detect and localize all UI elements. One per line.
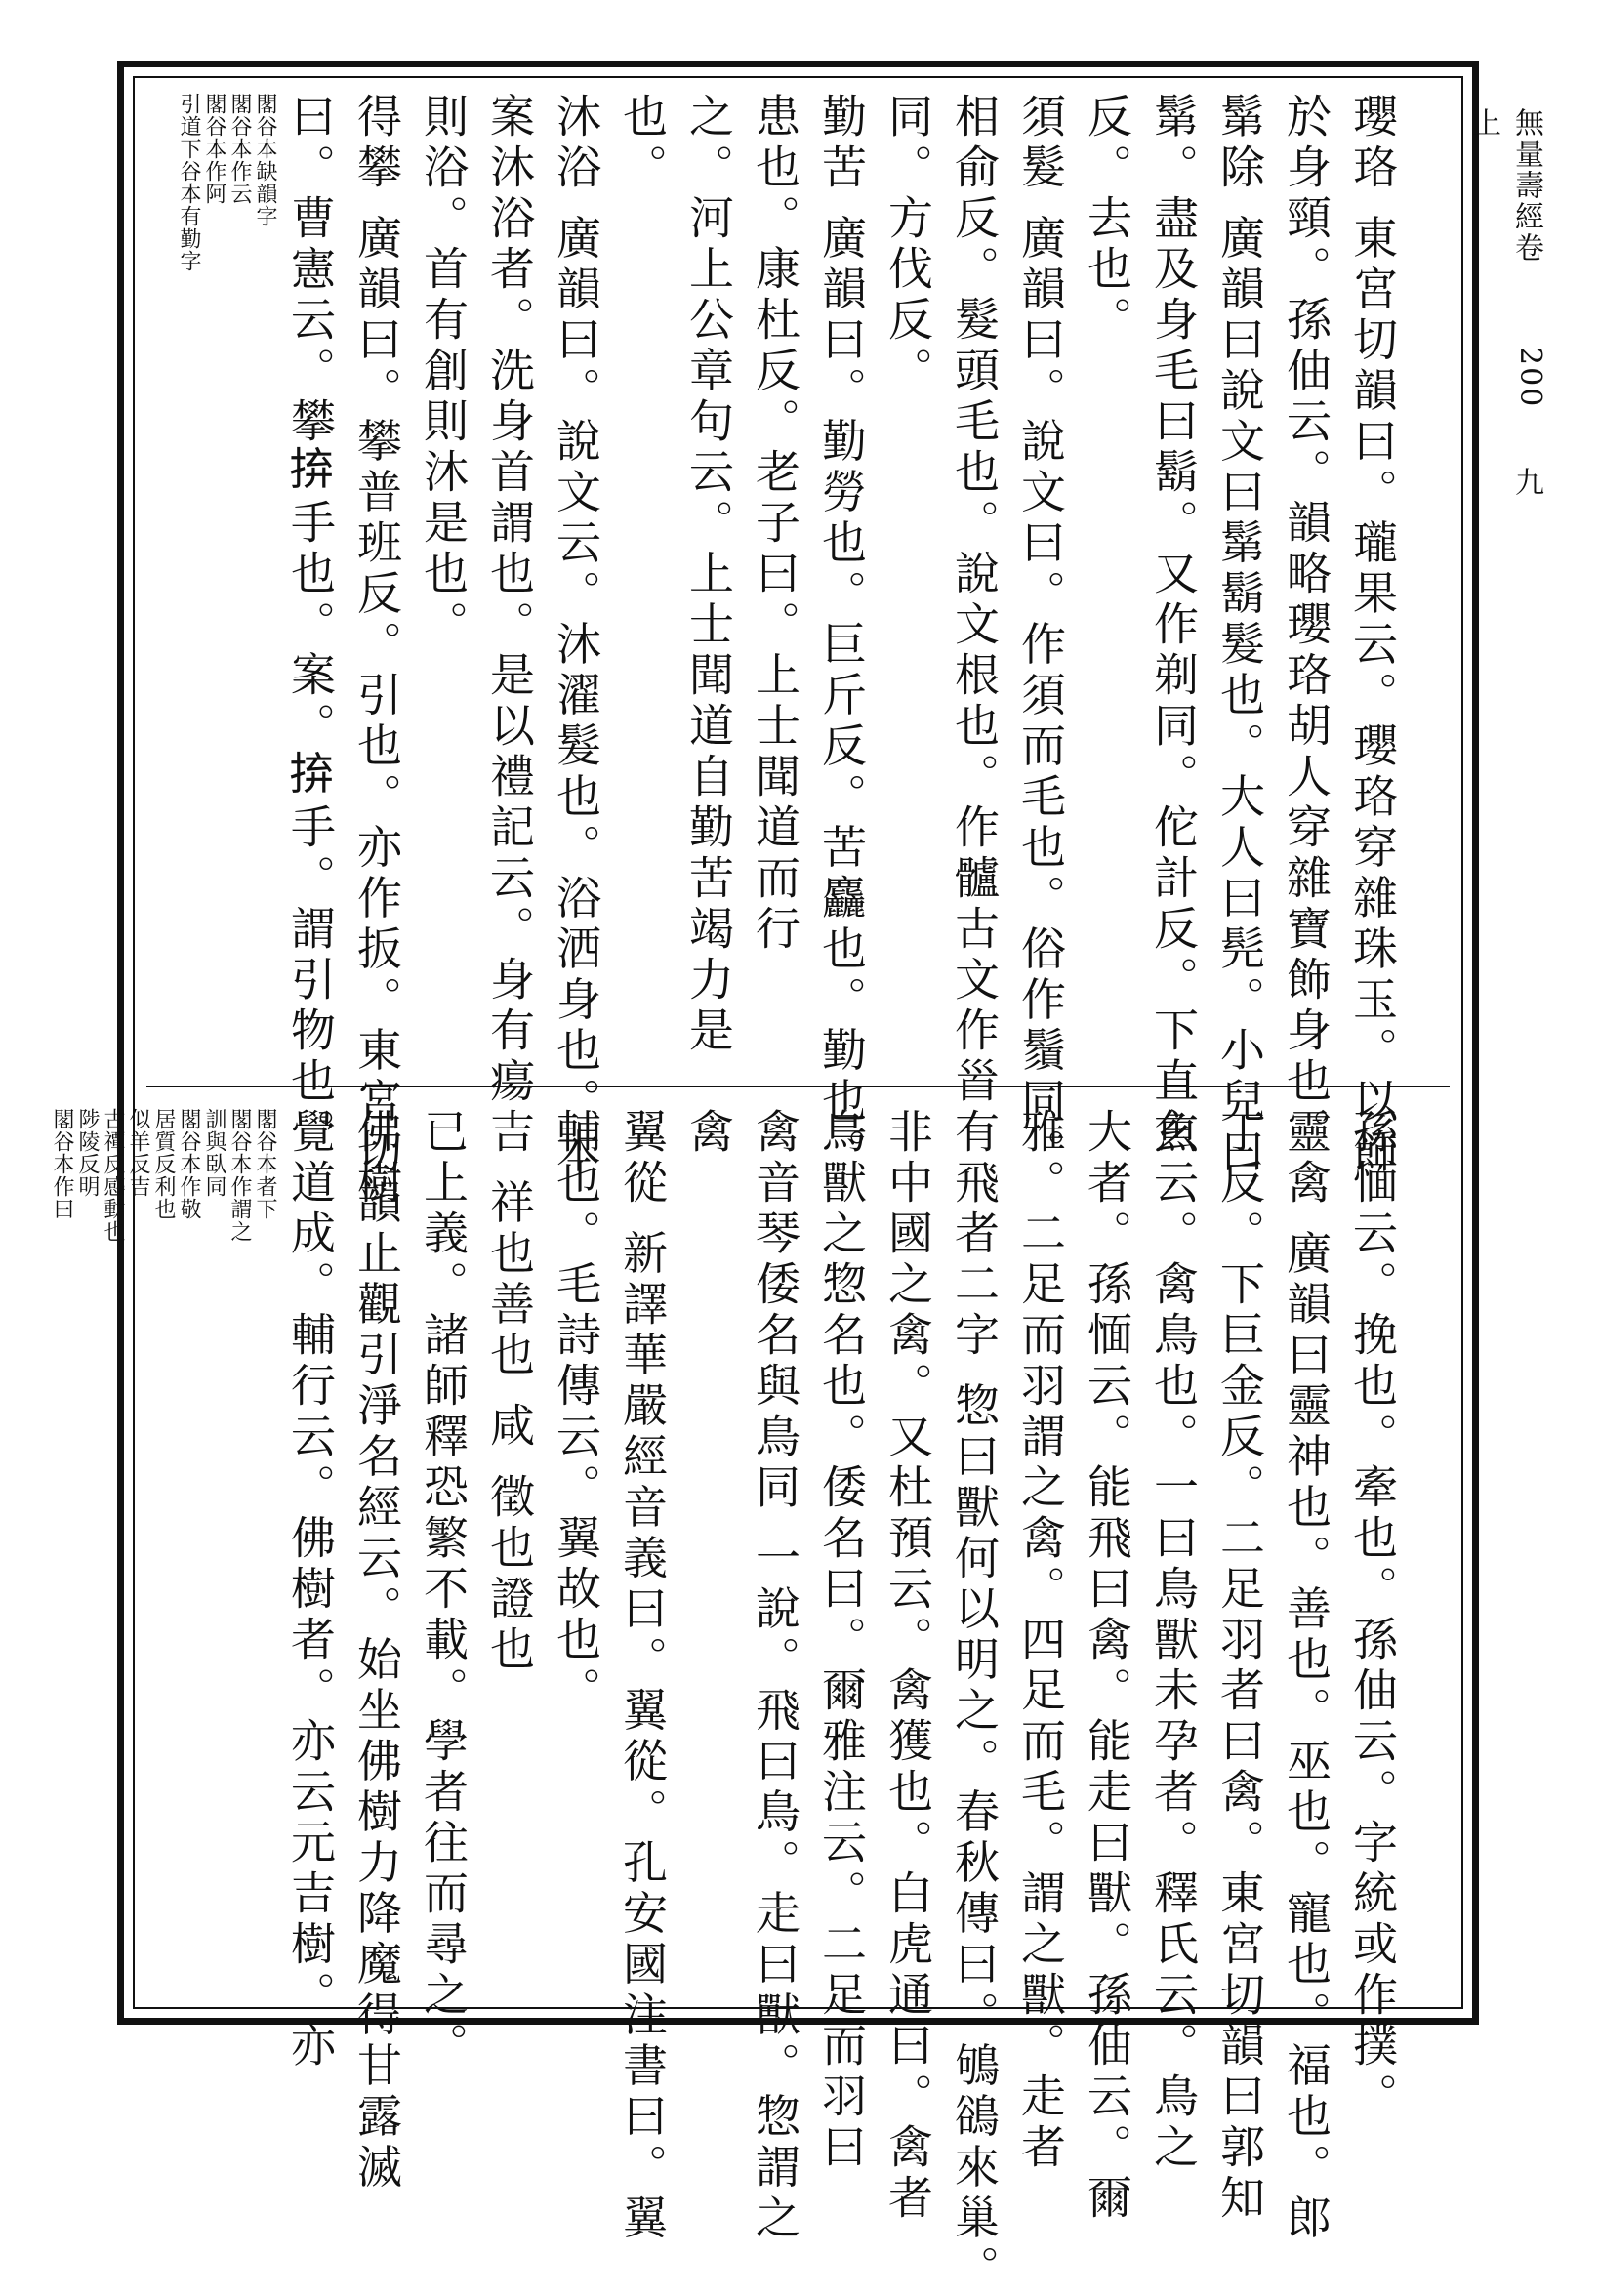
interlinear-note: 居質反利也: [151, 1108, 176, 1220]
interlinear-note: 閣谷本作謂之: [227, 1108, 252, 1243]
text-column: 已上義。諸師釋恐繁不載。學者往而尋之。: [417, 1108, 470, 2072]
interlinear-note: 閣谷本作云: [227, 93, 252, 205]
text-column: 患也。康杜反。老子曰。上士聞道而行: [749, 93, 801, 956]
interlinear-note: 閣谷本者下: [253, 1108, 277, 1220]
text-column: 吉 祥也善也 咸 徵也證也: [483, 1108, 536, 1676]
text-column: 禽: [682, 1108, 735, 1159]
interlinear-note: 引道下谷本有勤字: [177, 93, 201, 272]
text-column: 丁反。下巨金反。二足羽者曰禽。東宮切韻曰郭知: [1213, 1108, 1266, 2225]
text-column: 相俞反。髮頭毛也。說文根也。作髗古文作𩠐: [948, 93, 1001, 1108]
text-column: 瓔珞 東宮切韻曰。瓏果云。瓔珞穿雜珠玉。以飾: [1346, 93, 1399, 1179]
text-column: 於身頸。孫伷云。韻略瓔珞胡人穿雜寶飾身也。: [1280, 93, 1333, 1159]
interlinear-note: 似羊反吉: [126, 1108, 150, 1198]
text-column: 雅。二足而羽謂之禽。四足而毛。謂之獸。走者: [1014, 1108, 1067, 2174]
text-column: 則浴。首有創則沐是也。: [417, 93, 470, 651]
interlinear-note: 閣谷本作阿: [202, 93, 226, 205]
text-column: 須髮 廣韻曰。說文曰。作須而毛也。俗作鬚同。: [1014, 93, 1067, 1179]
text-column: 覺道成。輔行云。佛樹者。亦云元吉樹。亦: [284, 1108, 337, 2072]
text-column: 也。: [616, 93, 669, 194]
interlinear-note: 閣谷本作曰: [50, 1108, 74, 1220]
text-column: 有飛者二字 惣曰獸何以明之。春秋傳曰。鴝鵒來巢。: [948, 1108, 1001, 2296]
lower-text-block: [50, 1108, 1406, 2296]
book-title: 無量壽經卷上: [1466, 107, 1543, 264]
text-column: 禽音琴倭名與鳥同 一說。飛曰鳥。走曰獸。惣謂之: [749, 1108, 801, 2245]
leaf-number: 200: [1513, 346, 1547, 408]
text-column: 之。河上公章句云。上士聞道自勤苦竭力是: [682, 93, 735, 1057]
text-column: 得攀 廣韻曰。攀普班反。引也。亦作扳。東宮切韻: [350, 93, 403, 1230]
text-column: 沐浴 廣韻曰。說文云。沐濯髮也。浴洒身也。本: [550, 93, 602, 1179]
text-column: 曰。曹憲云。攀𢬵手也。案。𢬵手。謂引物也。: [284, 93, 337, 1159]
text-column: 玄云。禽鳥也。一曰鳥獸未孕者。釋氏云。鳥之: [1147, 1108, 1200, 2174]
text-column: 佛樹 止觀引淨名經云。始坐佛樹力降魔得甘露滅: [350, 1108, 403, 2194]
interlinear-note: 訓與臥同: [202, 1108, 226, 1198]
running-head: [1466, 107, 1547, 498]
text-column: 靈禽 廣韻曰靈神也。善也。巫也。寵也。福也。郎: [1280, 1108, 1333, 2245]
text-column: 大者。孫愐云。能飛曰禽。能走曰獸。孫伷云。爾: [1081, 1108, 1133, 2225]
text-column: 勤苦 廣韻曰。勤勞也。巨斤反。苦麤也。勤也。: [815, 93, 868, 1179]
interlinear-note: 陟陵反明: [75, 1108, 100, 1198]
interlinear-note: 閣谷本作敬: [177, 1108, 201, 1220]
text-column: 輔也。毛詩傳云。翼故也。: [550, 1108, 602, 1717]
text-column: 非中國之禽。又杜預云。禽獲也。白虎通曰。禽者: [882, 1108, 934, 2225]
text-column: 鳥獸之惣名也。倭名曰。爾雅注云。二足而羽曰: [815, 1108, 868, 2174]
interlinear-note: 古禫反感動也: [101, 1108, 125, 1243]
text-column: 鬀。盡及身毛曰鬍。又作剃同。佗計反。下直魚: [1147, 93, 1200, 1159]
text-column: 孫愐云。挽也。牽也。孫伷云。字統或作撲。: [1346, 1108, 1399, 2123]
page-number: 九: [1509, 467, 1543, 498]
text-column: 反。去也。: [1081, 93, 1133, 347]
text-column: 案沐浴者。洗身首謂也。是以禮記云。身有瘍: [483, 93, 536, 1108]
text-column: 鬀除 廣韻曰說文曰鬀鬍髮也。大人曰髡。小兒曰: [1213, 93, 1266, 1179]
text-column: 同。方伐反。: [882, 93, 934, 397]
text-column: 翼從 新譯華嚴經音義曰。翼從。孔安國注書曰。翼: [616, 1108, 669, 2245]
interlinear-note: 閣谷本缺韻字: [253, 93, 277, 227]
